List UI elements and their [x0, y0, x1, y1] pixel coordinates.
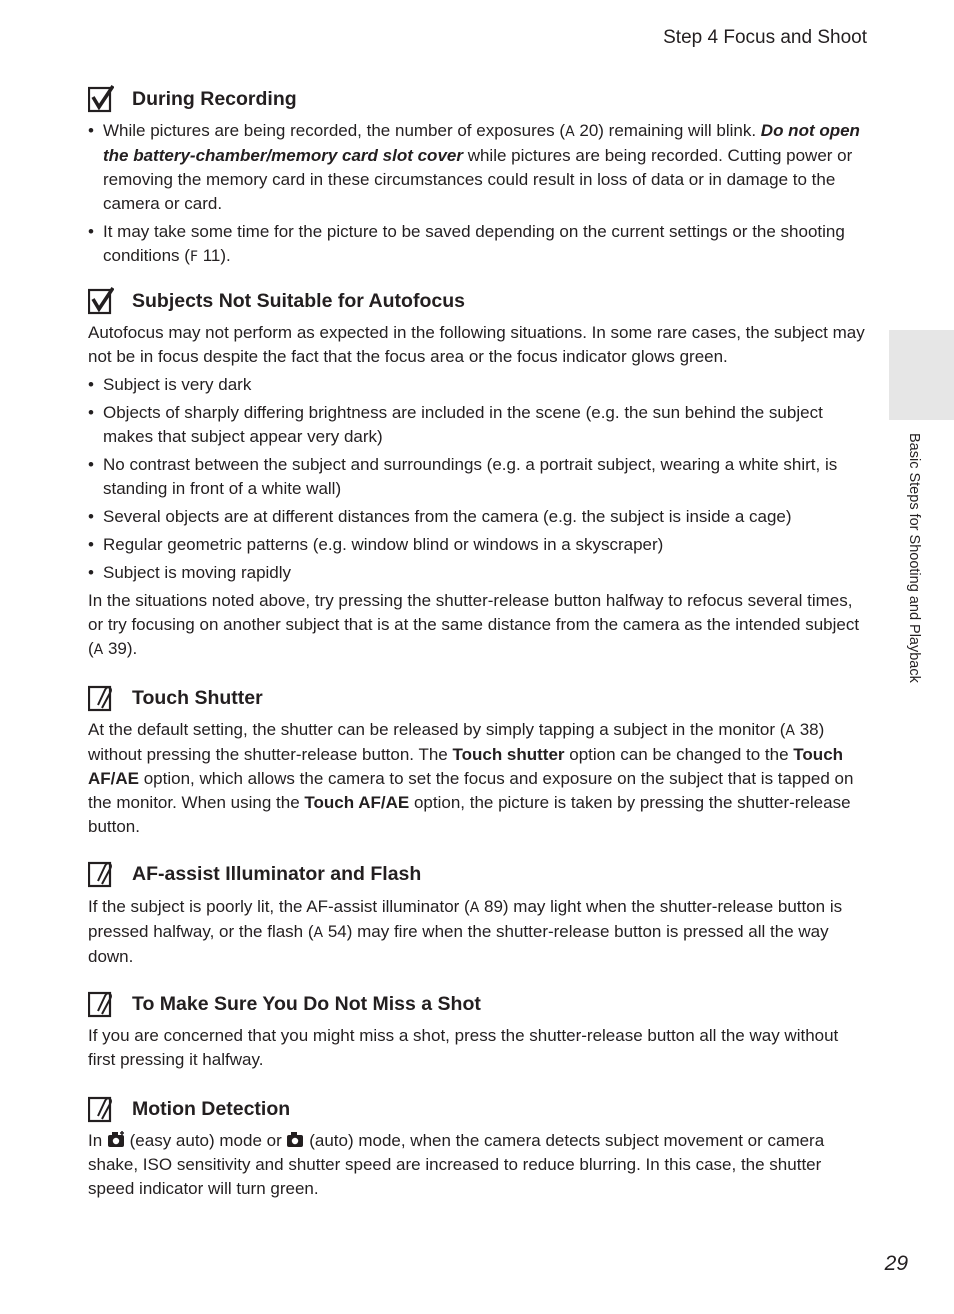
- book-ref-icon: A: [93, 642, 104, 658]
- chapter-tab-label: Basic Steps for Shooting and Playback: [906, 433, 922, 683]
- list-item: • Subject is moving rapidly: [88, 561, 868, 585]
- list-item: • No contrast between the subject and surroundings (e.g. a portrait subject, wearing a white shirt, is standing in front of a white wall): [88, 453, 868, 501]
- warning-text: Do not open the battery-chamber/memory card slot cover: [103, 121, 860, 165]
- section-heading: [88, 683, 868, 713]
- section-body: At the default setting, the shutter can be released by simply tapping a subject in the monitor (A 38) without pressing the shutter-release button. The Touch shutter option can be changed to the Touch AF/AE option, which allows the camera to set the focus and exposure on the subject that is tapped on the monitor. When using the Touch AF/AE option, the picture is taken by pressing the shutter-release button.: [88, 720, 854, 836]
- list-item: • Several objects are at different distances from the camera (e.g. the subject is inside a cage): [88, 505, 868, 529]
- section-body: If you are concerned that you might miss a shot, press the shutter-release button all the way without first pressing it halfway.: [88, 1026, 839, 1069]
- section-title: AF-assist Illuminator and Flash: [132, 862, 422, 885]
- settings-ref-icon: F: [189, 249, 198, 265]
- note-icon: [88, 684, 114, 712]
- option-name: Touch AF/AE: [88, 745, 844, 788]
- section-intro: Autofocus may not perform as expected in the following situations. In some rare cases, the subject may not be in focus despite the fact that the focus area or the focus indicator glows green.: [88, 323, 865, 366]
- caution-check-icon: [88, 287, 114, 315]
- book-ref-icon: A: [469, 900, 480, 916]
- section-title: During Recording: [132, 87, 297, 110]
- bullet-list: [88, 373, 868, 585]
- section-outro: In the situations noted above, try pressing the shutter-release button halfway to refocus several times, or try focusing on another subject that is at the same distance from the camera as the intended subject (A 39).: [88, 591, 860, 658]
- section-title: Touch Shutter: [132, 686, 263, 709]
- section-af-assist: [88, 859, 868, 969]
- book-ref-icon: A: [785, 723, 795, 739]
- section-during-recording: [88, 84, 868, 273]
- option-name: Touch shutter: [452, 745, 565, 764]
- list-item: • It may take some time for the picture to be saved depending on the current settings or the shooting conditions (F 11).: [88, 220, 868, 269]
- list-item: • Regular geometric patterns (e.g. window blind or windows in a skyscraper): [88, 533, 868, 557]
- caution-check-icon: [88, 85, 114, 113]
- option-name: Touch AF/AE: [304, 793, 410, 812]
- section-heading: [88, 1094, 868, 1124]
- section-body: If the subject is poorly lit, the AF-assist illuminator (A 89) may light when the shutter-release button is pressed halfway, or the flash (A 54) may fire when the shutter-release button is pressed all the way down.: [88, 897, 843, 966]
- section-body: In (easy auto) mode or (auto) mode, when the camera detects subject movement or camera shake, ISO sensitivity and shutter speed are increased to reduce blurring. In this case, the shutter speed indicator will turn green.: [88, 1131, 825, 1198]
- section-motion-detection: [88, 1094, 868, 1201]
- list-item: • While pictures are being recorded, the number of exposures (A 20) remaining will blink. Do not open the battery-chamber/memory card slot cover while pictures are being recorded. Cutting power or removing the memory card in these circumstances could result in loss of data or in damage to the camera or card.: [88, 119, 868, 216]
- section-title: To Make Sure You Do Not Miss a Shot: [132, 992, 481, 1015]
- page-number: 29: [884, 1252, 908, 1275]
- section-heading: [88, 989, 868, 1019]
- section-touch-shutter: [88, 683, 868, 839]
- chapter-tab: [889, 330, 954, 420]
- list-item: • Objects of sharply differing brightness are included in the scene (e.g. the sun behind the subject makes that subject appear very dark): [88, 401, 868, 449]
- note-icon: [88, 860, 114, 888]
- note-icon: [88, 990, 114, 1018]
- section-heading: [88, 859, 868, 889]
- auto-mode-icon: [286, 1131, 304, 1148]
- section-miss-shot: [88, 989, 868, 1072]
- section-subjects-autofocus: [88, 286, 868, 662]
- book-ref-icon: A: [313, 925, 324, 941]
- section-heading: [88, 286, 868, 316]
- easy-auto-mode-icon: [107, 1131, 125, 1148]
- note-icon: [88, 1095, 114, 1123]
- page-header: Step 4 Focus and Shoot: [663, 27, 867, 48]
- section-title: Subjects Not Suitable for Autofocus: [132, 289, 465, 312]
- section-title: Motion Detection: [132, 1097, 291, 1120]
- book-ref-icon: A: [565, 124, 575, 140]
- section-heading: [88, 84, 868, 114]
- bullet-list: [88, 119, 868, 269]
- list-item: • Subject is very dark: [88, 373, 868, 397]
